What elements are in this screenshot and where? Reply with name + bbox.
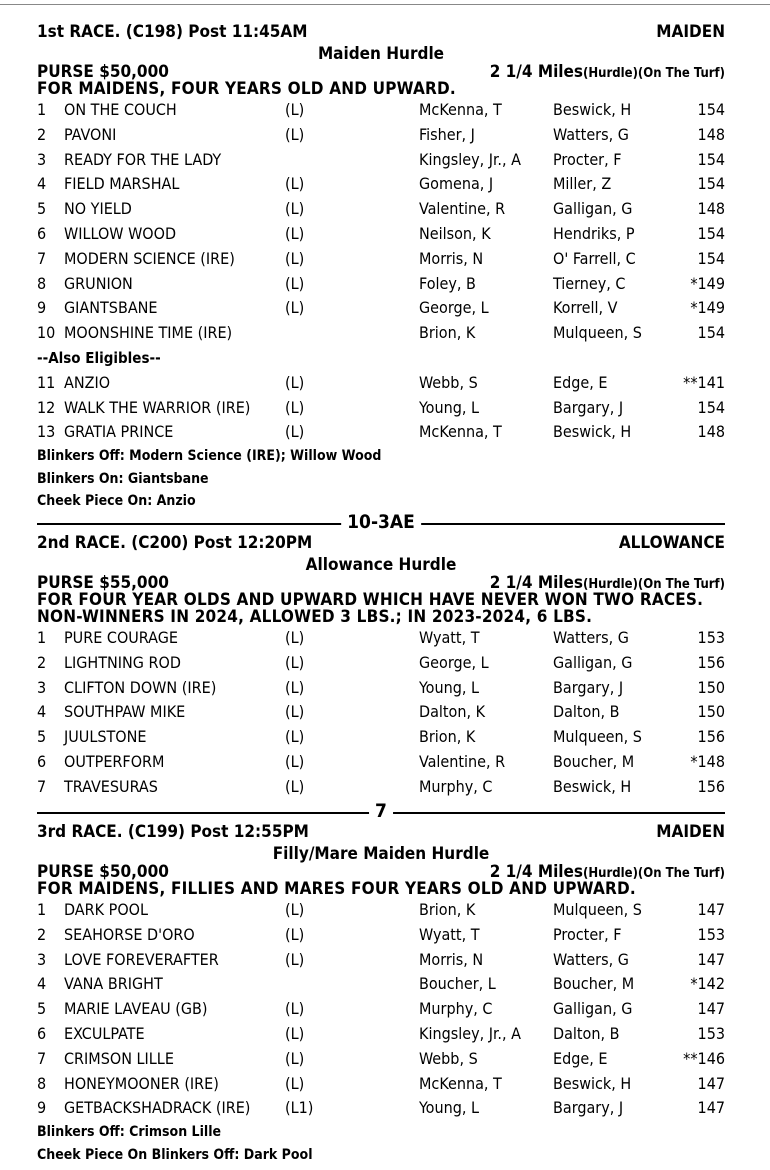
distance-value: 2 1/4 Miles — [489, 573, 584, 593]
post-position: 5 — [37, 999, 47, 1019]
race-type: MAIDEN — [656, 22, 725, 42]
jockey-name: Boucher, L — [419, 974, 496, 994]
post-position: 1 — [37, 100, 47, 119]
weight: **141 — [683, 372, 725, 392]
post-position: 6 — [37, 751, 47, 771]
medication: (L) — [285, 677, 305, 697]
horse-name: PAVONI — [64, 124, 117, 144]
horse-name: DARK POOL — [64, 900, 149, 919]
conditions: FOR MAIDENS, FILLIES AND MARES FOUR YEARS OLD AND UPWARD. — [37, 879, 636, 899]
post-position: 10 — [37, 323, 56, 343]
post-position: 8 — [37, 273, 47, 293]
entry-row — [37, 123, 725, 148]
weight: 147 — [697, 1073, 725, 1093]
weight: 150 — [697, 702, 725, 722]
entry-row — [37, 972, 725, 997]
entry-row — [37, 676, 725, 701]
post-position: 3 — [37, 949, 47, 969]
distance — [490, 575, 725, 593]
conditions: FOR MAIDENS, FOUR YEARS OLD AND UPWARD. — [37, 79, 456, 99]
jockey-name: McKenna, T — [419, 100, 502, 119]
jockey-name: Young, L — [419, 1098, 480, 1118]
also-eligibles-list — [37, 371, 725, 445]
post-position: 4 — [37, 702, 47, 722]
medication: (L) — [285, 1073, 305, 1093]
purse-line — [37, 864, 725, 881]
weight: 156 — [697, 652, 725, 672]
weight: 154 — [697, 323, 725, 343]
medication: (L) — [285, 298, 305, 318]
jockey-name: Young, L — [419, 397, 480, 417]
jockey-name: Morris, N — [419, 949, 484, 969]
trainer-name: Edge, E — [553, 372, 608, 392]
horse-name: MODERN SCIENCE (IRE) — [64, 248, 235, 268]
trainer-name: Miller, Z — [553, 174, 612, 194]
surface: (Hurdle)(On The Turf) — [583, 866, 725, 881]
jockey-name: Fisher, J — [419, 124, 475, 144]
medication: (L) — [285, 223, 305, 243]
distance — [490, 864, 725, 882]
entries-list — [37, 898, 725, 1121]
trainer-name: O' Farrell, C — [553, 248, 636, 268]
weight: 148 — [697, 199, 725, 219]
weight: 147 — [697, 949, 725, 969]
entry-row — [37, 172, 725, 197]
trainer-name: Procter, F — [553, 149, 622, 169]
medication: (L) — [285, 100, 305, 119]
equipment-note: Blinkers Off: Modern Science (IRE); Willow Wood — [37, 448, 382, 465]
weight: 147 — [697, 999, 725, 1019]
entry-row — [37, 296, 725, 321]
entry-row — [37, 1096, 725, 1121]
race-separator — [37, 511, 725, 534]
trainer-name: Mulqueen, S — [553, 900, 642, 919]
weight: *142 — [690, 974, 725, 994]
equipment-note: Blinkers Off: Crimson Lille — [37, 1124, 222, 1141]
jockey-name: Valentine, R — [419, 199, 506, 219]
horse-name: SOUTHPAW MIKE — [64, 702, 186, 722]
post-position: 12 — [37, 397, 56, 417]
medication: (L) — [285, 727, 305, 747]
weight: 156 — [697, 727, 725, 747]
jockey-name: Murphy, C — [419, 999, 493, 1019]
trainer-name: Galligan, G — [553, 652, 633, 672]
horse-name: OUTPERFORM — [64, 751, 165, 771]
post-position: 7 — [37, 248, 47, 268]
weight: 154 — [697, 100, 725, 119]
post-position: 9 — [37, 1098, 47, 1118]
purse-line — [37, 575, 725, 592]
trainer-name: Galligan, G — [553, 199, 633, 219]
entry-row — [37, 651, 725, 676]
post-position: 6 — [37, 223, 47, 243]
race-1 — [37, 22, 725, 513]
medication: (L) — [285, 372, 305, 392]
entries-list — [37, 98, 725, 346]
medication: (L) — [285, 248, 305, 268]
weight: 147 — [697, 1098, 725, 1118]
medication: (L) — [285, 702, 305, 722]
entry-row — [37, 700, 725, 725]
field-count: 10-3AE — [341, 512, 421, 532]
horse-name: NO YIELD — [64, 199, 132, 219]
trainer-name: Tierney, C — [553, 273, 626, 293]
race-title: 1st RACE. (C198) Post 11:45AM — [37, 22, 308, 42]
purse-line — [37, 64, 725, 81]
trainer-name: Galligan, G — [553, 999, 633, 1019]
jockey-name: Wyatt, T — [419, 924, 480, 944]
distance-value: 2 1/4 Miles — [489, 862, 584, 882]
distance — [490, 64, 725, 82]
horse-name: READY FOR THE LADY — [64, 149, 222, 169]
medication: (L) — [285, 949, 305, 969]
race-subtitle: Allowance Hurdle — [305, 555, 457, 575]
horse-name: MOONSHINE TIME (IRE) — [64, 323, 233, 343]
race-subtitle: Maiden Hurdle — [317, 44, 445, 64]
also-eligibles-label: --Also Eligibles-- — [37, 348, 161, 367]
conditions: NON-WINNERS IN 2024, ALLOWED 3 LBS.; IN 2023-2024, 6 LBS. — [37, 607, 593, 627]
entry-row — [37, 197, 725, 222]
post-position: 2 — [37, 924, 47, 944]
post-position: 5 — [37, 727, 47, 747]
horse-name: VANA BRIGHT — [64, 974, 163, 994]
race-type: ALLOWANCE — [618, 533, 725, 553]
horse-name: LOVE FOREVERAFTER — [64, 949, 219, 969]
race-title: 2nd RACE. (C200) Post 12:20PM — [37, 533, 313, 553]
jockey-name: McKenna, T — [419, 1073, 502, 1093]
medication: (L) — [285, 273, 305, 293]
entry-row — [37, 247, 725, 272]
post-position: 2 — [37, 652, 47, 672]
trainer-name: Bargary, J — [553, 677, 624, 697]
medication: (L) — [285, 999, 305, 1019]
post-position: 8 — [37, 1073, 47, 1093]
jockey-name: Wyatt, T — [419, 628, 480, 647]
entry-row — [37, 725, 725, 750]
trainer-name: Boucher, M — [553, 751, 635, 771]
equipment-note: Blinkers On: Giantsbane — [37, 470, 209, 487]
jockey-name: Brion, K — [419, 727, 476, 747]
trainer-name: Watters, G — [553, 124, 629, 144]
entry-row — [37, 396, 725, 421]
horse-name: PURE COURAGE — [64, 628, 178, 647]
entry-row — [37, 371, 725, 396]
post-position: 13 — [37, 422, 56, 442]
entry-row — [37, 148, 725, 173]
horse-name: GRUNION — [64, 273, 133, 293]
jockey-name: George, L — [419, 298, 489, 318]
post-position: 3 — [37, 677, 47, 697]
jockey-name: Young, L — [419, 677, 480, 697]
medication: (L) — [285, 924, 305, 944]
equipment-notes — [37, 445, 725, 513]
jockey-name: Webb, S — [419, 1048, 478, 1068]
jockey-name: Neilson, K — [419, 223, 491, 243]
weight: 148 — [697, 422, 725, 442]
equipment-note: Cheek Piece On Blinkers Off: Dark Pool — [37, 1146, 313, 1163]
medication: (L) — [285, 1048, 305, 1068]
weight: *149 — [690, 273, 725, 293]
weight: *149 — [690, 298, 725, 318]
weight: **146 — [683, 1048, 725, 1068]
weight: 154 — [697, 149, 725, 169]
conditions: FOR FOUR YEAR OLDS AND UPWARD WHICH HAVE NEVER WON TWO RACES. — [37, 590, 704, 610]
entry-row — [37, 98, 725, 123]
entry-row — [37, 997, 725, 1022]
post-position: 5 — [37, 199, 47, 219]
horse-name: LIGHTNING ROD — [64, 652, 181, 672]
jockey-name: McKenna, T — [419, 422, 502, 442]
distance-value: 2 1/4 Miles — [489, 62, 584, 82]
medication: (L) — [285, 397, 305, 417]
jockey-name: Murphy, C — [419, 776, 493, 796]
horse-name: TRAVESURAS — [64, 776, 158, 796]
weight: 156 — [697, 776, 725, 796]
post-position: 3 — [37, 149, 47, 169]
post-position: 1 — [37, 900, 47, 919]
trainer-name: Mulqueen, S — [553, 323, 642, 343]
surface: (Hurdle)(On The Turf) — [583, 66, 725, 81]
trainer-name: Hendriks, P — [553, 223, 635, 243]
trainer-name: Korrell, V — [553, 298, 618, 318]
entry-row — [37, 948, 725, 973]
surface: (Hurdle)(On The Turf) — [583, 577, 725, 592]
race-separator — [37, 800, 725, 823]
medication: (L) — [285, 174, 305, 194]
horse-name: FIELD MARSHAL — [64, 174, 180, 194]
horse-name: JUULSTONE — [64, 727, 147, 747]
horse-name: ON THE COUCH — [64, 100, 177, 119]
race-3 — [37, 822, 725, 1166]
medication: (L) — [285, 900, 305, 919]
post-position: 4 — [37, 974, 47, 994]
trainer-name: Dalton, B — [553, 702, 620, 722]
race-header — [37, 822, 725, 844]
post-position: 2 — [37, 124, 47, 144]
entry-row — [37, 1022, 725, 1047]
purse: PURSE $55,000 — [37, 573, 169, 593]
medication: (L) — [285, 628, 305, 647]
race-title: 3rd RACE. (C199) Post 12:55PM — [37, 822, 309, 842]
medication: (L) — [285, 199, 305, 219]
horse-name: MARIE LAVEAU (GB) — [64, 999, 208, 1019]
horse-name: GIANTSBANE — [64, 298, 158, 318]
trainer-name: Watters, G — [553, 949, 629, 969]
equipment-notes — [37, 1121, 725, 1166]
jockey-name: Webb, S — [419, 372, 478, 392]
medication: (L) — [285, 652, 305, 672]
entry-row — [37, 321, 725, 346]
post-position: 9 — [37, 298, 47, 318]
entry-row — [37, 898, 725, 923]
entry-row — [37, 750, 725, 775]
medication: (L) — [285, 751, 305, 771]
jockey-name: Brion, K — [419, 900, 476, 919]
weight: 153 — [697, 628, 725, 647]
entries-list — [37, 626, 725, 800]
race-type: MAIDEN — [656, 822, 725, 842]
jockey-name: Kingsley, Jr., A — [419, 149, 521, 169]
medication: (L) — [285, 124, 305, 144]
horse-name: SEAHORSE D'ORO — [64, 924, 195, 944]
entry-row — [37, 222, 725, 247]
trainer-name: Watters, G — [553, 628, 629, 647]
race-header — [37, 533, 725, 555]
trainer-name: Beswick, H — [553, 100, 632, 119]
horse-name: CRIMSON LILLE — [64, 1048, 174, 1068]
horse-name: HONEYMOONER (IRE) — [64, 1073, 219, 1093]
trainer-name: Bargary, J — [553, 397, 624, 417]
jockey-name: Dalton, K — [419, 702, 486, 722]
race-subtitle: Filly/Mare Maiden Hurdle — [272, 844, 490, 864]
medication: (L) — [285, 422, 305, 442]
weight: 154 — [697, 248, 725, 268]
field-count: 7 — [369, 801, 393, 821]
horse-name: WILLOW WOOD — [64, 223, 177, 243]
entry-row — [37, 775, 725, 800]
weight: 154 — [697, 397, 725, 417]
race-header — [37, 22, 725, 44]
trainer-name: Mulqueen, S — [553, 727, 642, 747]
medication: (L1) — [285, 1098, 314, 1118]
jockey-name: Morris, N — [419, 248, 484, 268]
entry-row — [37, 272, 725, 297]
horse-name: ANZIO — [64, 372, 111, 392]
horse-name: GETBACKSHADRACK (IRE) — [64, 1098, 251, 1118]
jockey-name: Kingsley, Jr., A — [419, 1023, 521, 1043]
jockey-name: George, L — [419, 652, 489, 672]
jockey-name: Brion, K — [419, 323, 476, 343]
trainer-name: Beswick, H — [553, 776, 632, 796]
weight: 147 — [697, 900, 725, 919]
trainer-name: Edge, E — [553, 1048, 608, 1068]
post-position: 11 — [37, 372, 56, 392]
post-position: 4 — [37, 174, 47, 194]
jockey-name: Valentine, R — [419, 751, 506, 771]
jockey-name: Gomena, J — [419, 174, 494, 194]
horse-name: CLIFTON DOWN (IRE) — [64, 677, 217, 697]
entry-row — [37, 420, 725, 445]
weight: 153 — [697, 924, 725, 944]
post-position: 7 — [37, 776, 47, 796]
medication: (L) — [285, 1023, 305, 1043]
trainer-name: Beswick, H — [553, 1073, 632, 1093]
trainer-name: Boucher, M — [553, 974, 635, 994]
horse-name: WALK THE WARRIOR (IRE) — [64, 397, 251, 417]
jockey-name: Foley, B — [419, 273, 476, 293]
post-position: 7 — [37, 1048, 47, 1068]
horse-name: EXCULPATE — [64, 1023, 145, 1043]
trainer-name: Beswick, H — [553, 422, 632, 442]
weight: 148 — [697, 124, 725, 144]
post-position: 6 — [37, 1023, 47, 1043]
weight: 154 — [697, 174, 725, 194]
weight: *148 — [690, 751, 725, 771]
trainer-name: Procter, F — [553, 924, 622, 944]
equipment-note: Cheek Piece On: Anzio — [37, 493, 196, 510]
weight: 154 — [697, 223, 725, 243]
weight: 153 — [697, 1023, 725, 1043]
trainer-name: Bargary, J — [553, 1098, 624, 1118]
entry-row — [37, 1072, 725, 1097]
trainer-name: Dalton, B — [553, 1023, 620, 1043]
entry-row — [37, 626, 725, 651]
horse-name: GRATIA PRINCE — [64, 422, 174, 442]
entry-row — [37, 1047, 725, 1072]
purse: PURSE $50,000 — [37, 862, 169, 882]
top-rule — [0, 4, 770, 5]
race-2 — [37, 533, 725, 800]
weight: 150 — [697, 677, 725, 697]
post-position: 1 — [37, 628, 47, 647]
entry-row — [37, 923, 725, 948]
medication: (L) — [285, 776, 305, 796]
purse: PURSE $50,000 — [37, 62, 169, 82]
